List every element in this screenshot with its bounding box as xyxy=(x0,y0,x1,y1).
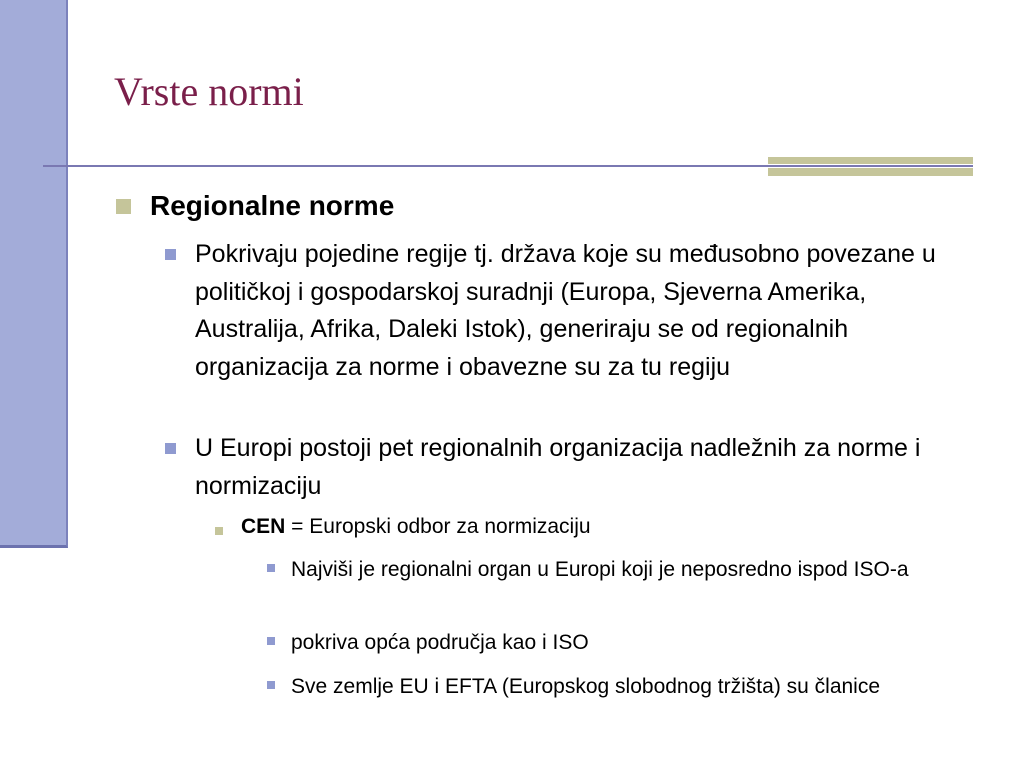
bullet-square-icon xyxy=(267,637,275,645)
cen-abbreviation: CEN xyxy=(241,515,286,538)
bullet-square-icon xyxy=(267,681,275,689)
bullet-square-icon xyxy=(215,527,223,535)
bullet-europe-organizations: U Europi postoji pet regionalnih organizacija nadležnih za norme i normizaciju xyxy=(195,434,921,500)
bullet-square-icon xyxy=(116,199,131,214)
bullet-square-icon xyxy=(165,443,176,454)
bullet-regional-norms: Regionalne norme xyxy=(150,190,395,221)
slide-title: Vrste normi xyxy=(114,69,304,114)
bullet-square-icon xyxy=(267,564,275,572)
bullet-highest-organ: Najviši je regionalni organ u Europi koji je neposredno ispod ISO-a xyxy=(291,558,909,581)
bullet-members: Sve zemlje EU i EFTA (Europskog slobodnog tržišta) su članice xyxy=(291,675,881,698)
bullet-covers-areas: pokriva opća područja kao i ISO xyxy=(291,631,589,654)
cen-definition: = Europski odbor za normizaciju xyxy=(285,515,591,538)
bullet-cen xyxy=(241,512,591,542)
bullet-square-icon xyxy=(165,249,176,260)
bullet-regions-description: Pokrivaju pojedine regije tj. država koje su međusobno povezane u političkoj i gospodarskoj suradnji (Europa, Sjeverna Amerika, Australija, Afrika, Daleki Istok), generiraju se od regionalnih organizacija za norme i obavezne su za tu regiju xyxy=(195,240,936,381)
